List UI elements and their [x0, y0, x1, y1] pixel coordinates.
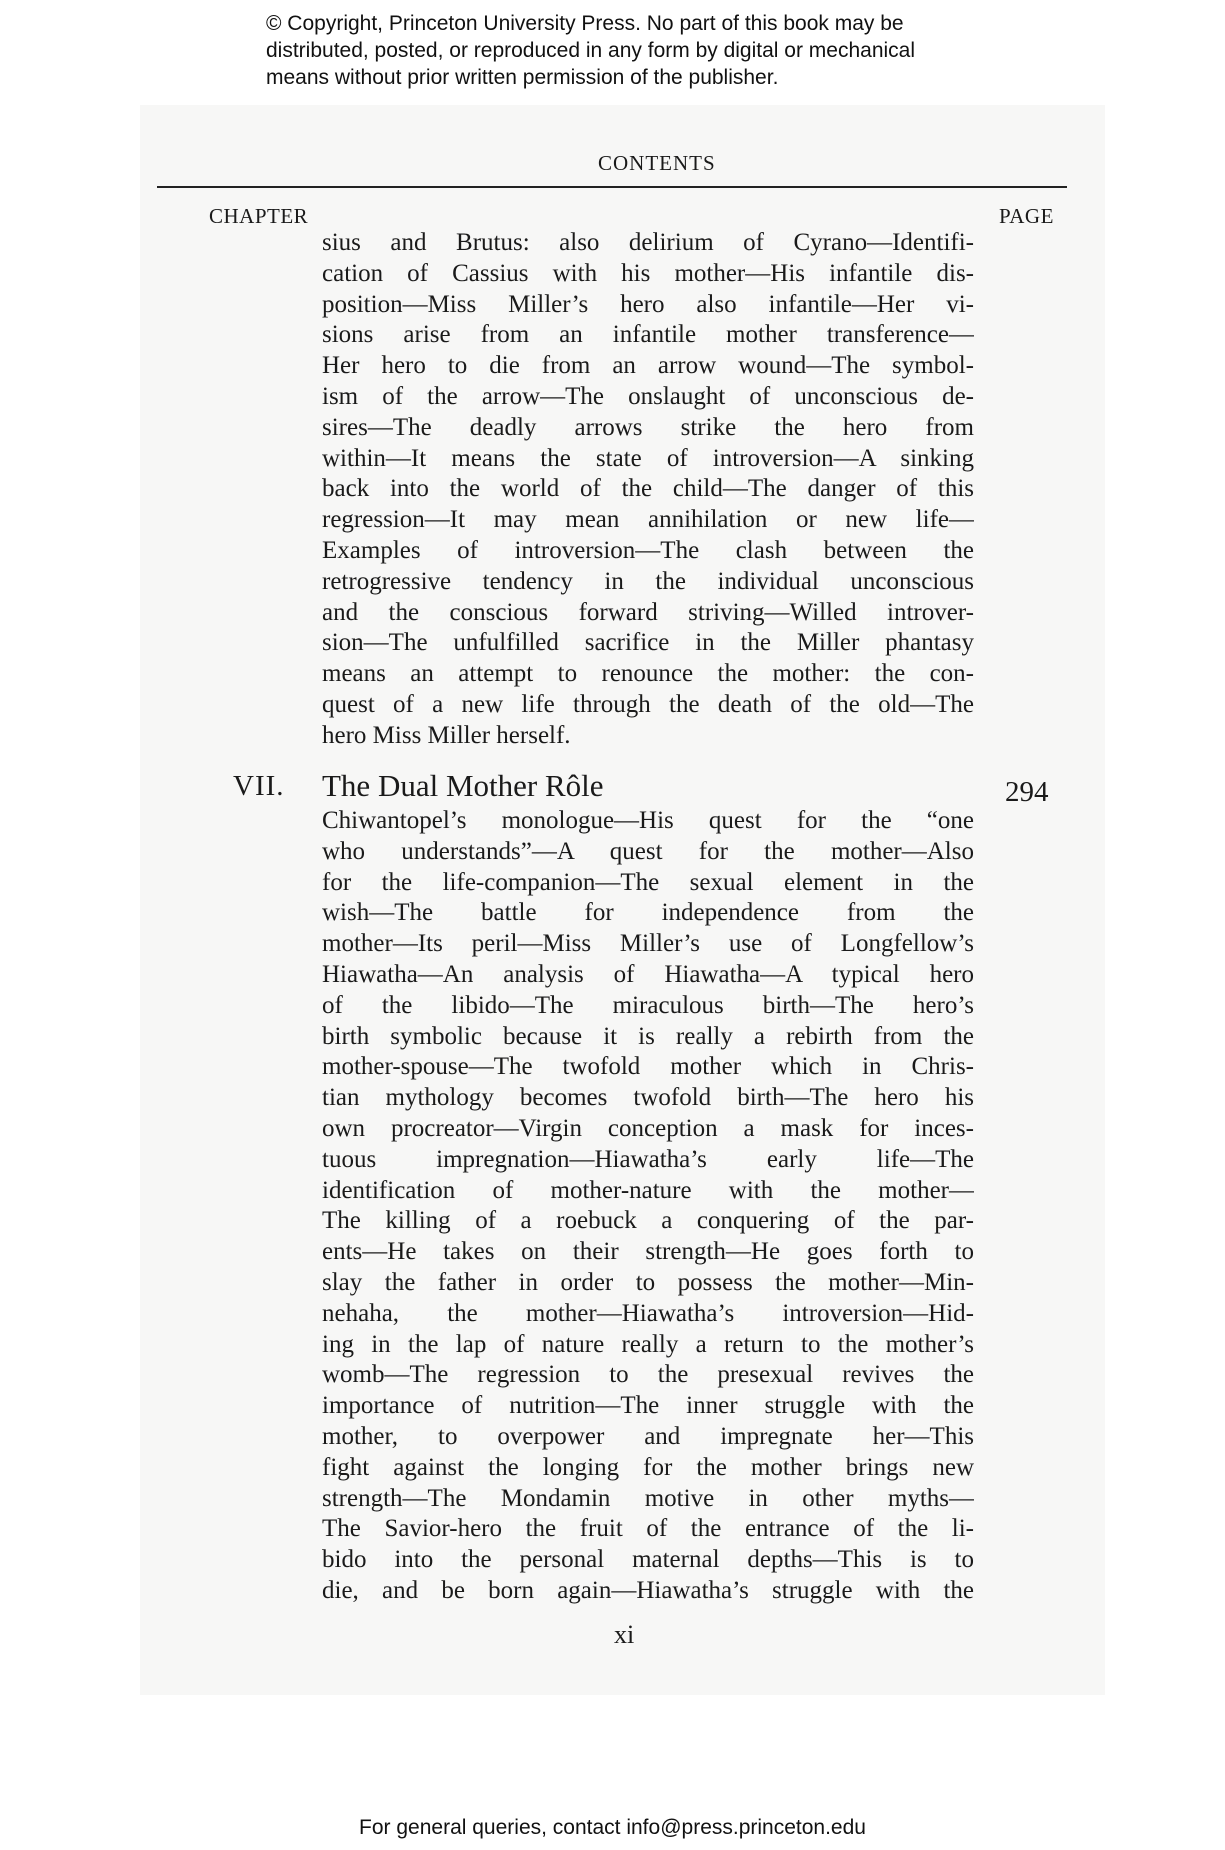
page-folio: xi [614, 1620, 635, 1649]
summary-line: sius and Brutus: also delirium of Cyrano—Identifi- [322, 229, 974, 256]
summary-line: ents—He takes on their strength—He goes forth to [322, 1238, 974, 1266]
summary-line: fight against the longing for the mother brings new [322, 1453, 974, 1481]
summary-line: Her hero to die from an arrow wound—The symbol- [322, 352, 974, 380]
summary-line: quest of a new life through the death of the old—The [322, 690, 974, 718]
summary-line: die, and be born again—Hiawatha’s struggle with the [322, 1576, 974, 1604]
chapter-column-label: CHAPTER [209, 204, 309, 228]
summary-line: mother—Its peril—Miss Miller’s use of Longfellow’s [322, 930, 974, 958]
publisher-contact-footer: For general queries, contact info@press.princeton.edu [359, 1816, 866, 1839]
summary-line: womb—The regression to the presexual revives the [322, 1361, 974, 1389]
summary-line: for the life-companion—The sexual element in the [322, 868, 974, 896]
summary-line: position—Miss Miller’s hero also infantile—Her vi- [322, 290, 974, 318]
summary-line: wish—The battle for independence from the [322, 899, 974, 927]
summary-line: cation of Cassius with his mother—His infantile dis- [322, 259, 974, 287]
chapter-page-number: 294 [1005, 776, 1049, 808]
summary-line: means an attempt to renounce the mother: the con- [322, 660, 974, 688]
summary-line: within—It means the state of introversion—A sinking [322, 444, 974, 472]
summary-line: The Savior-hero the fruit of the entrance of the li- [322, 1515, 974, 1543]
summary-line: back into the world of the child—The danger of this [322, 475, 974, 503]
summary-line: own procreator—Virgin conception a mask for inces- [322, 1114, 974, 1142]
copyright-line: distributed, posted, or reproduced in any form by digital or mechanical [266, 39, 916, 62]
copyright-line: © Copyright, Princeton University Press. No part of this book may be [266, 12, 904, 35]
summary-line: sion—The unfulfilled sacrifice in the Miller phantasy [322, 629, 974, 657]
summary-line: bido into the personal maternal depths—This is to [322, 1546, 974, 1574]
summary-line: Hiawatha—An analysis of Hiawatha—A typical hero [322, 960, 974, 988]
chapter-summary [322, 806, 974, 1607]
summary-line: sions arise from an infantile mother transference— [322, 321, 974, 349]
page-column-label: PAGE [999, 204, 1054, 228]
summary-line: Chiwantopel’s monologue—His quest for the “one [322, 807, 974, 834]
copyright-notice [266, 10, 1026, 91]
copyright-line: means without prior written permission of the publisher. [266, 66, 779, 89]
summary-line: tuous impregnation—Hiawatha’s early life—The [322, 1145, 974, 1173]
summary-line: tian mythology becomes twofold birth—The hero his [322, 1084, 974, 1112]
chapter-numeral: VII. [233, 770, 285, 802]
summary-line: slay the father in order to possess the mother—Min- [322, 1268, 974, 1296]
summary-line: of the libido—The miraculous birth—The hero’s [322, 991, 974, 1019]
summary-line: nehaha, the mother—Hiawatha’s introversion—Hid- [322, 1299, 974, 1327]
header-rule [157, 186, 1067, 188]
summary-line: identification of mother-nature with the mother— [322, 1176, 974, 1204]
summary-line: The killing of a roebuck a conquering of the par- [322, 1207, 974, 1235]
continued-chapter-summary [322, 228, 974, 752]
summary-line: mother, to overpower and impregnate her—This [322, 1422, 974, 1450]
running-head: CONTENTS [598, 151, 716, 175]
summary-line: Examples of introversion—The clash between the [322, 536, 974, 564]
summary-line: ing in the lap of nature really a return to the mother’s [322, 1330, 974, 1358]
summary-line: who understands”—A quest for the mother—Also [322, 837, 974, 865]
summary-line: mother-spouse—The twofold mother which in Chris- [322, 1053, 974, 1081]
summary-line: strength—The Mondamin motive in other myths— [322, 1484, 974, 1512]
summary-line: ism of the arrow—The onslaught of unconscious de- [322, 382, 974, 410]
summary-line: sires—The deadly arrows strike the hero from [322, 413, 974, 441]
summary-line: and the conscious forward striving—Willed introver- [322, 598, 974, 626]
summary-line: importance of nutrition—The inner struggle with the [322, 1392, 974, 1420]
summary-line: retrogressive tendency in the individual unconscious [322, 567, 974, 595]
summary-line: regression—It may mean annihilation or new life— [322, 506, 974, 534]
summary-line: birth symbolic because it is really a rebirth from the [322, 1022, 974, 1050]
chapter-title: The Dual Mother Rôle [322, 768, 604, 803]
summary-line: hero Miss Miller herself. [322, 721, 571, 749]
